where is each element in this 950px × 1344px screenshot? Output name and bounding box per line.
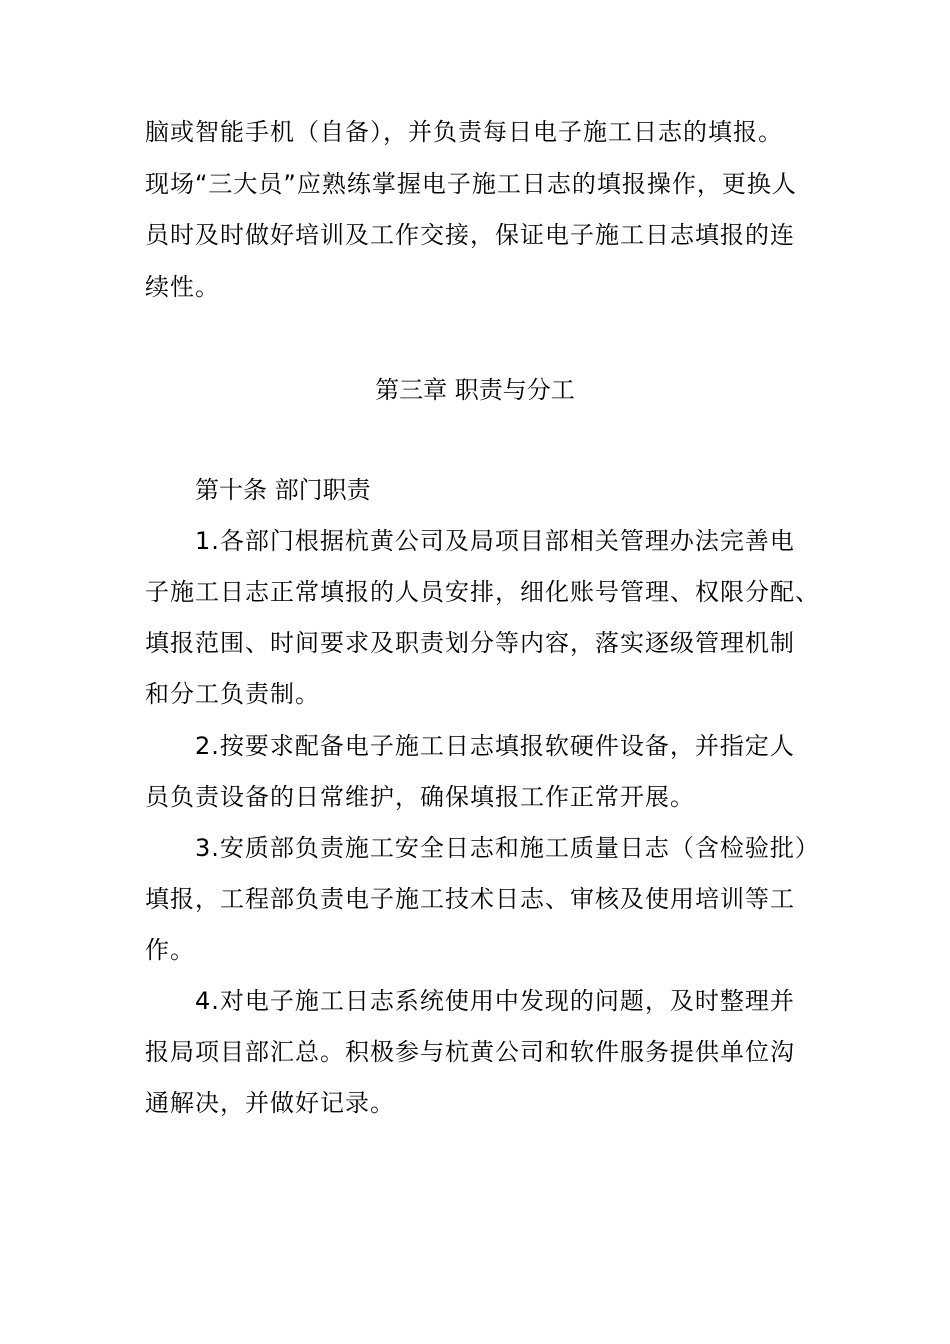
paragraph-line: 子施工日志正常填报的人员安排，细化账号管理、权限分配、 [145, 578, 820, 606]
paragraph-line: 2.按要求配备电子施工日志填报软硬件设备，并指定人 [195, 732, 795, 760]
paragraph-line: 填报，工程部负责电子施工技术日志、审核及使用培训等工 [145, 885, 795, 913]
paragraph-line: 4.对电子施工日志系统使用中发现的问题，及时整理并 [195, 987, 795, 1015]
paragraph-line: 报局项目部汇总。积极参与杭黄公司和软件服务提供单位沟 [145, 1038, 795, 1066]
intro-line: 续性。 [145, 273, 220, 301]
article-title: 第十条 部门职责 [195, 476, 371, 504]
paragraph-line: 作。 [145, 936, 195, 964]
paragraph-line: 和分工负责制。 [145, 680, 320, 708]
paragraph-line: 填报范围、时间要求及职责划分等内容，落实逐级管理机制 [145, 629, 795, 657]
paragraph-line: 通解决，并做好记录。 [145, 1089, 395, 1117]
chapter-title: 第三章 职责与分工 [375, 376, 575, 404]
paragraph-line: 3.安质部负责施工安全日志和施工质量日志（含检验批） [195, 834, 820, 862]
intro-line: 员时及时做好培训及工作交接，保证电子施工日志填报的连 [145, 221, 795, 249]
paragraph-line: 员负责设备的日常维护，确保填报工作正常开展。 [145, 783, 695, 811]
intro-line: 脑或智能手机（自备），并负责每日电子施工日志的填报。 [145, 118, 783, 146]
paragraph-line: 1.各部门根据杭黄公司及局项目部相关管理办法完善电 [195, 527, 795, 555]
intro-line: 现场“三大员”应熟练掌握电子施工日志的填报操作，更换人 [145, 170, 797, 198]
